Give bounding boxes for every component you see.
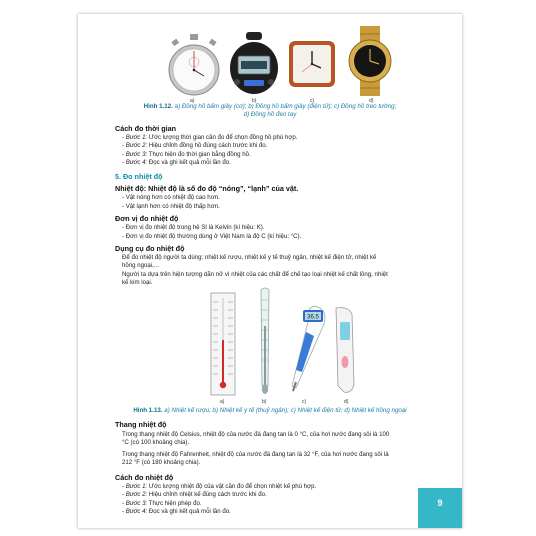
cold-object-note: - Vật lạnh hơn có nhiệt độ thấp hơn. xyxy=(122,203,220,210)
scales-heading: Thang nhiệt độ xyxy=(115,420,167,429)
celsius-paragraph: Trong thang nhiệt độ Celsius, nhiệt độ của nước đá đang tan là 0 °C, của hơi nước đang sôi là 100 °C (có 100 khoảng chia). xyxy=(122,431,390,447)
figure-label-a: a) xyxy=(220,399,225,405)
digital-stopwatch-image xyxy=(228,32,280,96)
temperature-definition: Nhiệt độ: Nhiệt độ là số đo độ “nóng”, “lạnh” của vật. xyxy=(115,184,299,193)
unit-vietnam: - Đơn vị đo nhiệt độ thường dùng ở Việt Nam là độ C (kí hiệu: °C). xyxy=(122,233,302,240)
mechanical-stopwatch-image xyxy=(166,34,222,96)
temp-measure-heading: Cách đo nhiệt độ xyxy=(115,473,174,482)
section-title: 5. Đo nhiệt độ xyxy=(115,172,163,181)
tools-paragraph: Để đo nhiệt độ người ta dùng: nhiệt kế rượu, nhiệt kế y tế thuỷ ngân, nhiệt kế điện tử, nhiệt kế hồng ngoại,... Người ta dựa trên hiện tượng dãn nở vì nhiệt của các chất để chế tạo loại nhiệt kế chất lỏng, nhiệt kế kim loại. xyxy=(122,254,388,287)
figure-caption-1-12 xyxy=(78,103,462,119)
page-number: 9 xyxy=(418,488,462,528)
caption-text: d) Đồng hồ đeo tay xyxy=(243,111,297,118)
tools-heading: Dụng cụ đo nhiệt độ xyxy=(115,244,185,253)
figure-label-c: c) xyxy=(302,399,307,405)
step-item: - Bước 2: Hiệu chỉnh đồng hồ đúng cách trước khi đo. xyxy=(122,142,268,150)
step-item: - Bước 4: Đọc và ghi kết quả mỗi lần đo. xyxy=(122,508,231,516)
figure-label-c: c) xyxy=(310,98,315,104)
step-item: - Bước 2: Hiệu chỉnh nhiệt kế đúng cách trước khi đo. xyxy=(122,491,267,499)
mercury-thermometer-image xyxy=(254,286,276,396)
caption-text: a) Đồng hồ bấm giây (cơ); b) Đồng hồ bấm giây (điện tử); c) Đồng hồ treo tường; xyxy=(174,103,397,110)
infrared-thermometer-image xyxy=(330,306,360,396)
figure-label-b: b) xyxy=(262,399,267,405)
figure-label-d: d) xyxy=(369,98,374,104)
temp-steps-list xyxy=(122,483,316,517)
step-item: - Bước 1: Ước lượng thời gian cần đo để chọn đồng hồ phù hợp. xyxy=(122,134,298,141)
time-measure-heading: Cách đo thời gian xyxy=(115,124,177,133)
wall-clock-image xyxy=(288,40,336,88)
figure-label-d: d) xyxy=(344,399,349,405)
figure-caption-1-13 xyxy=(78,407,462,415)
figure-label-a: a) xyxy=(190,98,195,104)
step-item: - Bước 1: Ước lượng nhiệt độ của vật cần đo để chọn nhiệt kế phù hợp. xyxy=(122,483,317,490)
caption-number: Hình 1.13. xyxy=(133,407,163,414)
fahrenheit-paragraph: Trong thang nhiệt độ Fahrenheit, nhiệt độ của nước đá đang tan là 32 °F, của hơi nước đang sôi là 212 °F (có 180 khoảng chia). xyxy=(122,451,389,467)
units-heading: Đơn vị đo nhiệt độ xyxy=(115,214,179,223)
wristwatch-image xyxy=(344,26,396,96)
caption-text: a) Nhiệt kế rượu; b) Nhiệt kế y tế (thuỷ ngân); c) Nhiệt kế điện tử; d) Nhiệt kế hồng ngoại xyxy=(164,407,407,414)
hot-object-note: - Vật nóng hơn có nhiệt độ cao hơn. xyxy=(122,194,220,201)
time-steps-list xyxy=(122,134,297,168)
unit-si: - Đơn vị đo nhiệt độ trong hệ SI là Kelvin (kí hiệu: K). xyxy=(122,224,265,231)
step-item: - Bước 3: Thực hiện đo thời gian bằng đồng hồ. xyxy=(122,150,251,158)
alcohol-thermometer-image xyxy=(210,292,236,396)
step-item: - Bước 3: Thực hiện phép đo. xyxy=(122,499,202,507)
textbook-page xyxy=(78,14,462,528)
caption-number: Hình 1.12. xyxy=(143,103,173,110)
step-item: - Bước 4: Đọc và ghi kết quả mỗi lần đo. xyxy=(122,159,231,167)
digital-thermometer-image xyxy=(284,302,330,394)
figure-label-b: b) xyxy=(252,98,257,104)
thermometer-reading: 36.5 xyxy=(307,314,319,321)
